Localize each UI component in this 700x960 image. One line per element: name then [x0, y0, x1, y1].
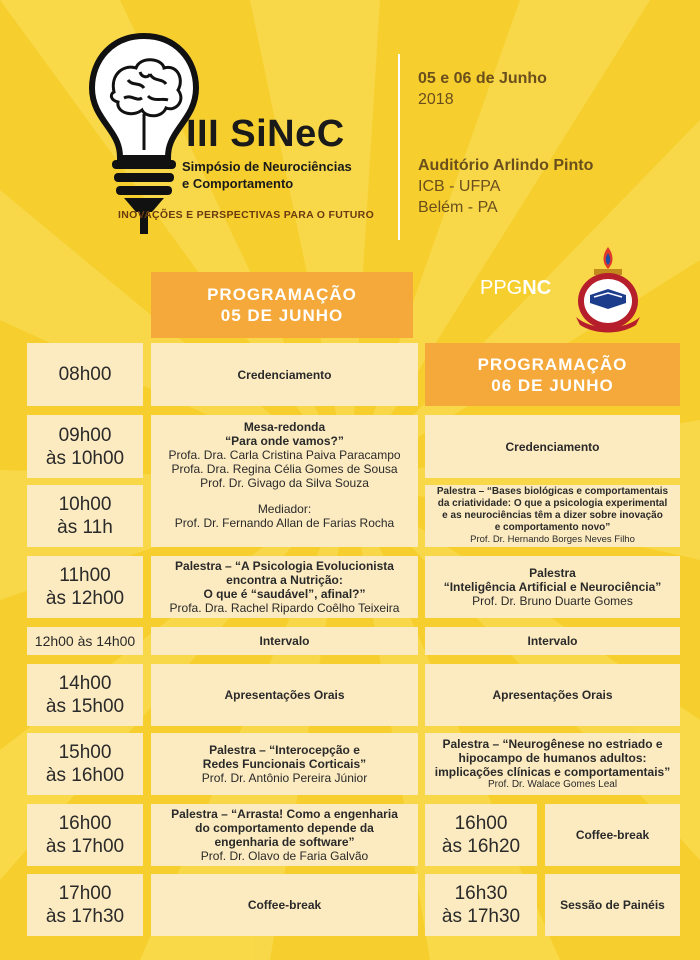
event-title: Coffee-break [575, 828, 650, 842]
event-title: Credenciamento [505, 439, 600, 454]
time-end: às 17h00 [45, 836, 125, 857]
time-cell-0800 [27, 343, 143, 406]
day1-event-talk-1100 [151, 556, 418, 618]
day1-event-talk-1600 [151, 804, 418, 866]
event-title: Intervalo [527, 634, 578, 648]
talk-line: e comportamento novo” [494, 522, 611, 533]
time-cell-1400 [27, 664, 143, 726]
event-venue: Auditório Arlindo Pinto [418, 157, 594, 174]
talk-line: Palestra – “Neurogênese no estriado e [442, 737, 663, 751]
header-divider [398, 54, 400, 240]
event-institution: ICB - UFPA [418, 178, 501, 195]
talk-line: encontra a Nutrição: [226, 573, 343, 587]
event-subtitle-line2: e Comportamento [182, 176, 294, 191]
event-title: III SiNeC [186, 113, 345, 155]
time-start: 16h00 [454, 813, 508, 834]
day2-header-line1: PROGRAMAÇÃO [477, 354, 628, 374]
talk-line: da criatividade: O que a psicologia experimental [437, 498, 668, 509]
talk-line: do comportamento depende da [195, 821, 374, 835]
day1-header-line1: PROGRAMAÇÃO [207, 285, 357, 304]
talk-line: hipocampo de humanos adultos: [458, 751, 647, 765]
day1-header-line2: 05 DE JUNHO [220, 306, 344, 325]
talk-line: “Inteligência Artificial e Neurociência” [443, 580, 662, 594]
time-cell-1500 [27, 733, 143, 795]
day2-event-orais [425, 664, 680, 726]
event-year: 2018 [418, 91, 454, 108]
day2-event-talk-neuro [425, 733, 680, 795]
mesa-label: Mesa-redonda [243, 420, 326, 434]
time-start: 15h00 [58, 742, 112, 763]
mesa-panelist: Prof. Dr. Givago da Silva Souza [200, 476, 369, 490]
time-start: 12h00 às 14h00 [34, 632, 136, 649]
talk-line: Redes Funcionais Corticais” [202, 757, 367, 771]
day1-header [151, 272, 413, 338]
day2-event-talk-bio [425, 485, 680, 547]
talk-speaker: Prof. Dr. Olavo de Faria Galvão [200, 849, 369, 863]
time-start: 11h00 [59, 565, 111, 586]
time-cell-0900 [27, 415, 143, 478]
time-end: às 10h00 [45, 447, 125, 469]
day1-event-credenciamento [151, 343, 418, 406]
talk-speaker: Prof. Dr. Antônio Pereira Júnior [201, 771, 368, 785]
day2-event-paineis [545, 874, 680, 936]
talk-line: O que é “saudável”, afinal?” [203, 587, 366, 601]
ppgnc-prefix: PPG [480, 277, 523, 299]
event-dates: 05 e 06 de Junho [418, 70, 547, 87]
event-title: Sessão de Painéis [560, 898, 665, 912]
talk-speaker: Prof. Dr. Hernando Borges Neves Filho [470, 534, 635, 545]
mesa-title: “Para onde vamos?” [225, 434, 344, 448]
time-end: às 16h00 [45, 765, 125, 786]
event-title: Coffee-break [247, 898, 322, 912]
time-start: 08h00 [58, 364, 112, 385]
day1-event-mesa-redonda [151, 415, 418, 547]
time-end: às 17h30 [45, 906, 125, 927]
day1-event-orais [151, 664, 418, 726]
talk-line: Palestra – “Interocepção e [209, 743, 360, 757]
time-cell-1000 [27, 485, 143, 547]
mesa-mediator-label: Mediador: [257, 502, 312, 516]
talk-line: implicações clínicas e comportamentais” [434, 765, 671, 779]
event-title: Intervalo [259, 634, 310, 648]
day2-header [425, 343, 680, 406]
talk-line: Palestra – “Bases biológicas e comportamentais [436, 486, 669, 497]
talk-speaker: Prof. Dr. Bruno Duarte Gomes [472, 594, 633, 608]
university-crest-icon [572, 245, 644, 335]
day1-event-coffee [151, 874, 418, 936]
day2-event-talk-ia [425, 556, 680, 618]
talk-line: Palestra – “Arrasta! Como a engenharia [171, 807, 398, 821]
time-cell-1600 [27, 804, 143, 866]
time-start: 10h00 [58, 494, 112, 515]
time-end: às 17h30 [441, 906, 521, 927]
talk-line: engenharia de software” [214, 835, 355, 849]
event-tagline: INOVAÇÕES E PERSPECTIVAS PARA O FUTURO [118, 209, 375, 221]
day2-event-coffee [545, 804, 680, 866]
mesa-panelist: Profa. Dra. Carla Cristina Paiva Paracampo [168, 448, 401, 462]
time-end: às 15h00 [45, 696, 125, 717]
event-city: Belém - PA [418, 199, 498, 216]
time-end: às 16h20 [441, 836, 521, 857]
time-end: às 11h [57, 517, 113, 538]
time-cell-1700 [27, 874, 143, 936]
day1-event-talk-1500 [151, 733, 418, 795]
talk-speaker: Prof. Dr. Walace Gomes Leal [487, 779, 618, 790]
day2-time-coffee [425, 804, 537, 866]
day1-event-intervalo [151, 627, 418, 655]
time-cell-1200 [27, 627, 143, 655]
event-title: Apresentações Orais [224, 688, 345, 702]
day2-header-line2: 06 DE JUNHO [491, 375, 614, 395]
mesa-panelist: Profa. Dra. Regina Célia Gomes de Sousa [171, 462, 398, 476]
talk-line: Palestra – “A Psicologia Evolucionista [175, 559, 394, 573]
time-start: 16h00 [58, 813, 112, 834]
day2-event-credenciamento [425, 415, 680, 478]
mesa-mediator: Prof. Dr. Fernando Allan de Farias Rocha [174, 516, 395, 530]
time-start: 16h30 [454, 883, 508, 904]
talk-line: e as neurociências têm a dizer sobre inovação [442, 510, 663, 521]
event-subtitle-line1: Simpósio de Neurociências [182, 159, 352, 174]
time-cell-1100 [27, 556, 143, 618]
time-start: 14h00 [58, 673, 112, 694]
day2-time-paineis [425, 874, 537, 936]
time-end: às 12h00 [45, 588, 125, 609]
ppgnc-suffix: NC [522, 277, 552, 299]
event-title: Apresentações Orais [492, 688, 613, 702]
talk-speaker: Profa. Dra. Rachel Ripardo Coêlho Teixeira [169, 601, 400, 615]
day2-event-intervalo [425, 627, 680, 655]
event-title: Credenciamento [237, 367, 332, 382]
time-start: 17h00 [58, 883, 112, 904]
talk-line: Palestra [529, 566, 576, 580]
ppgnc-logo [480, 277, 551, 300]
time-start: 09h00 [58, 424, 112, 446]
